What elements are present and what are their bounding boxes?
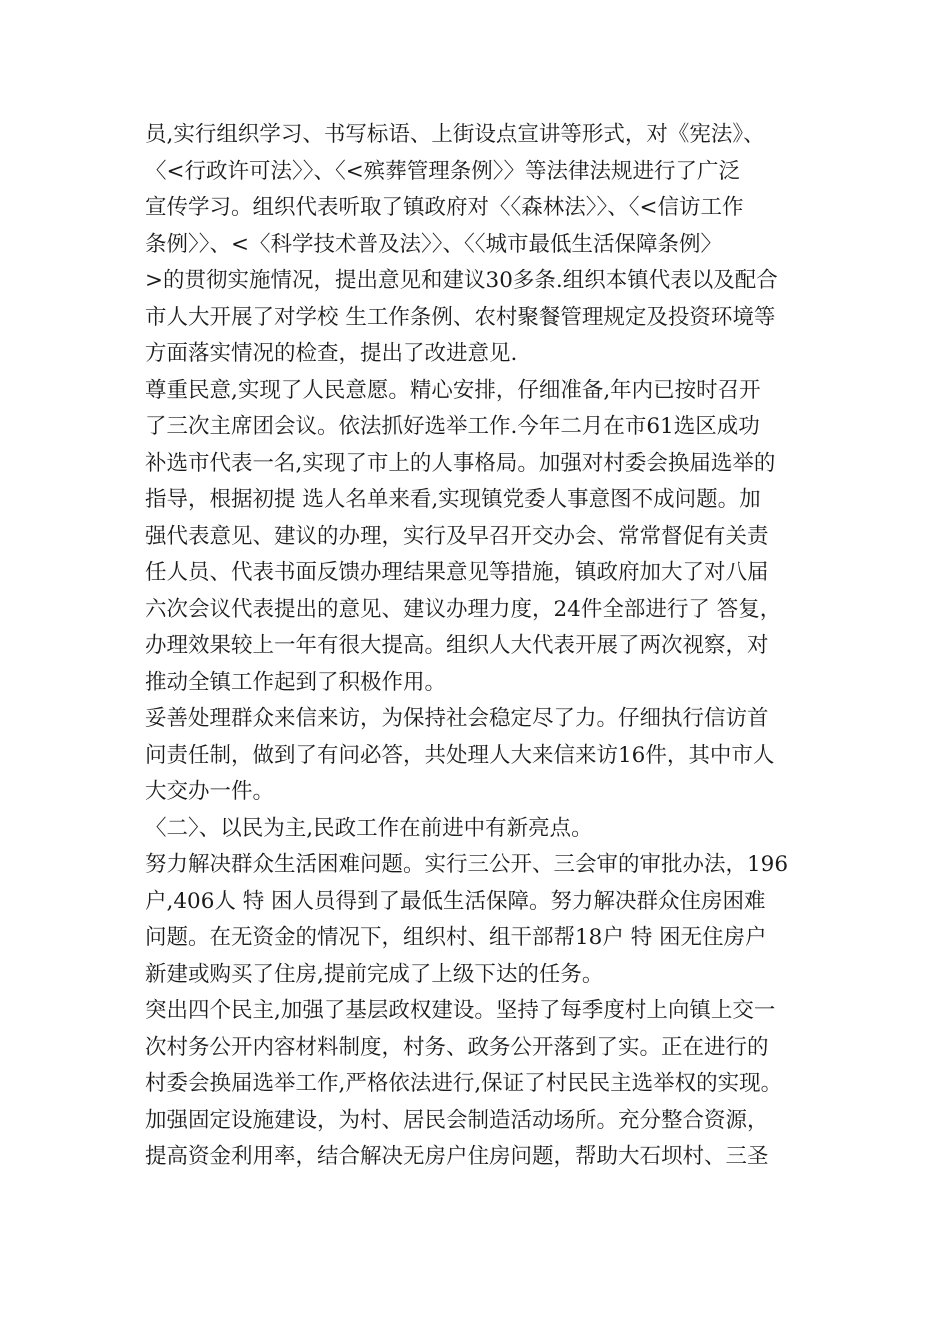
text-line: 尊重民意,实现了人民意愿。精心安排，仔细准备,年内已按时召开 xyxy=(145,377,761,403)
text-line: 宣传学习。组织代表听取了镇政府对〈〈森林法〉〉、〈<信访工作 xyxy=(145,195,744,220)
text-line: >的贯彻实施情况，提出意见和建议30多条.组织本镇代表以及配合 xyxy=(145,268,778,293)
text-line: 强代表意见、建议的办理，实行及早召开交办会、常常督促有关责 xyxy=(145,523,769,549)
text-line: 了三次主席团会议。依法抓好选举工作.今年二月在市61选区成功 xyxy=(145,414,760,439)
text-line: 员,实行组织学习、书写标语、上街设点宣讲等形式，对《宪法》、 xyxy=(145,122,765,147)
text-line: 补选市代表一名,实现了市上的人事格局。加强对村委会换届选举的 xyxy=(145,450,776,476)
text-line: 市人大开展了对学校 生工作条例、农村聚餐管理规定及投资环境等 xyxy=(145,304,776,330)
text-line: 新建或购买了住房,提前完成了上级下达的任务。 xyxy=(145,961,604,987)
text-line: 〈<行政许可法〉〉、〈<殡葬管理条例〉〉等法律法规进行了广泛 xyxy=(145,158,741,184)
text-line: 妥善处理群众来信来访，为保持社会稳定尽了力。仔细执行信访首 xyxy=(145,706,769,731)
text-line: 〈二〉、以民为主,民政工作在前进中有新亮点。 xyxy=(145,815,593,841)
text-line: 户,406人 特 困人员得到了最低生活保障。努力解决群众住房困难 xyxy=(145,888,766,914)
text-line: 指导，根据初提 选人名单来看,实现镇党委人事意图不成问题。加 xyxy=(145,487,761,512)
text-line: 条例〉〉、<〈科学技术普及法〉〉、〈〈城市最低生活保障条例〉 xyxy=(145,231,723,257)
text-line: 提高资金利用率，结合解决无房户住房问题，帮助大石坝村、三圣 xyxy=(145,1144,769,1169)
text-line: 努力解决群众生活困难问题。实行三公开、三会审的审批办法，196 xyxy=(145,852,789,877)
text-line: 大交办一件。 xyxy=(145,779,275,804)
text-line: 次村务公开内容材料制度，村务、政务公开落到了实。正在进行的 xyxy=(145,1034,769,1060)
text-line: 问题。在无资金的情况下，组织村、组干部帮18户 特 困无住房户 xyxy=(145,925,767,950)
text-line: 加强固定设施建设，为村、居民会制造活动场所。充分整合资源， xyxy=(145,1107,769,1133)
text-line: 问责任制，做到了有问必答，共处理人大来信来访16件，其中市人 xyxy=(145,742,775,768)
text-line: 任人员、代表书面反馈办理结果意见等措施，镇政府加大了对八届 xyxy=(145,560,769,585)
text-line: 村委会换届选举工作,严格依法进行,保证了村民民主选举权的实现。 xyxy=(145,1071,783,1096)
text-line: 突出四个民主,加强了基层政权建设。坚持了每季度村上向镇上交一 xyxy=(145,998,776,1023)
text-line: 推动全镇工作起到了积极作用。 xyxy=(145,669,447,695)
text-line: 六次会议代表提出的意见、建议办理力度，24件全部进行了 答复， xyxy=(145,596,782,622)
text-line: 办理效果较上一年有很大提高。组织人大代表开展了两次视察，对 xyxy=(145,633,769,658)
text-line: 方面落实情况的检查，提出了改进意见. xyxy=(145,341,518,366)
body-text xyxy=(145,117,825,1176)
